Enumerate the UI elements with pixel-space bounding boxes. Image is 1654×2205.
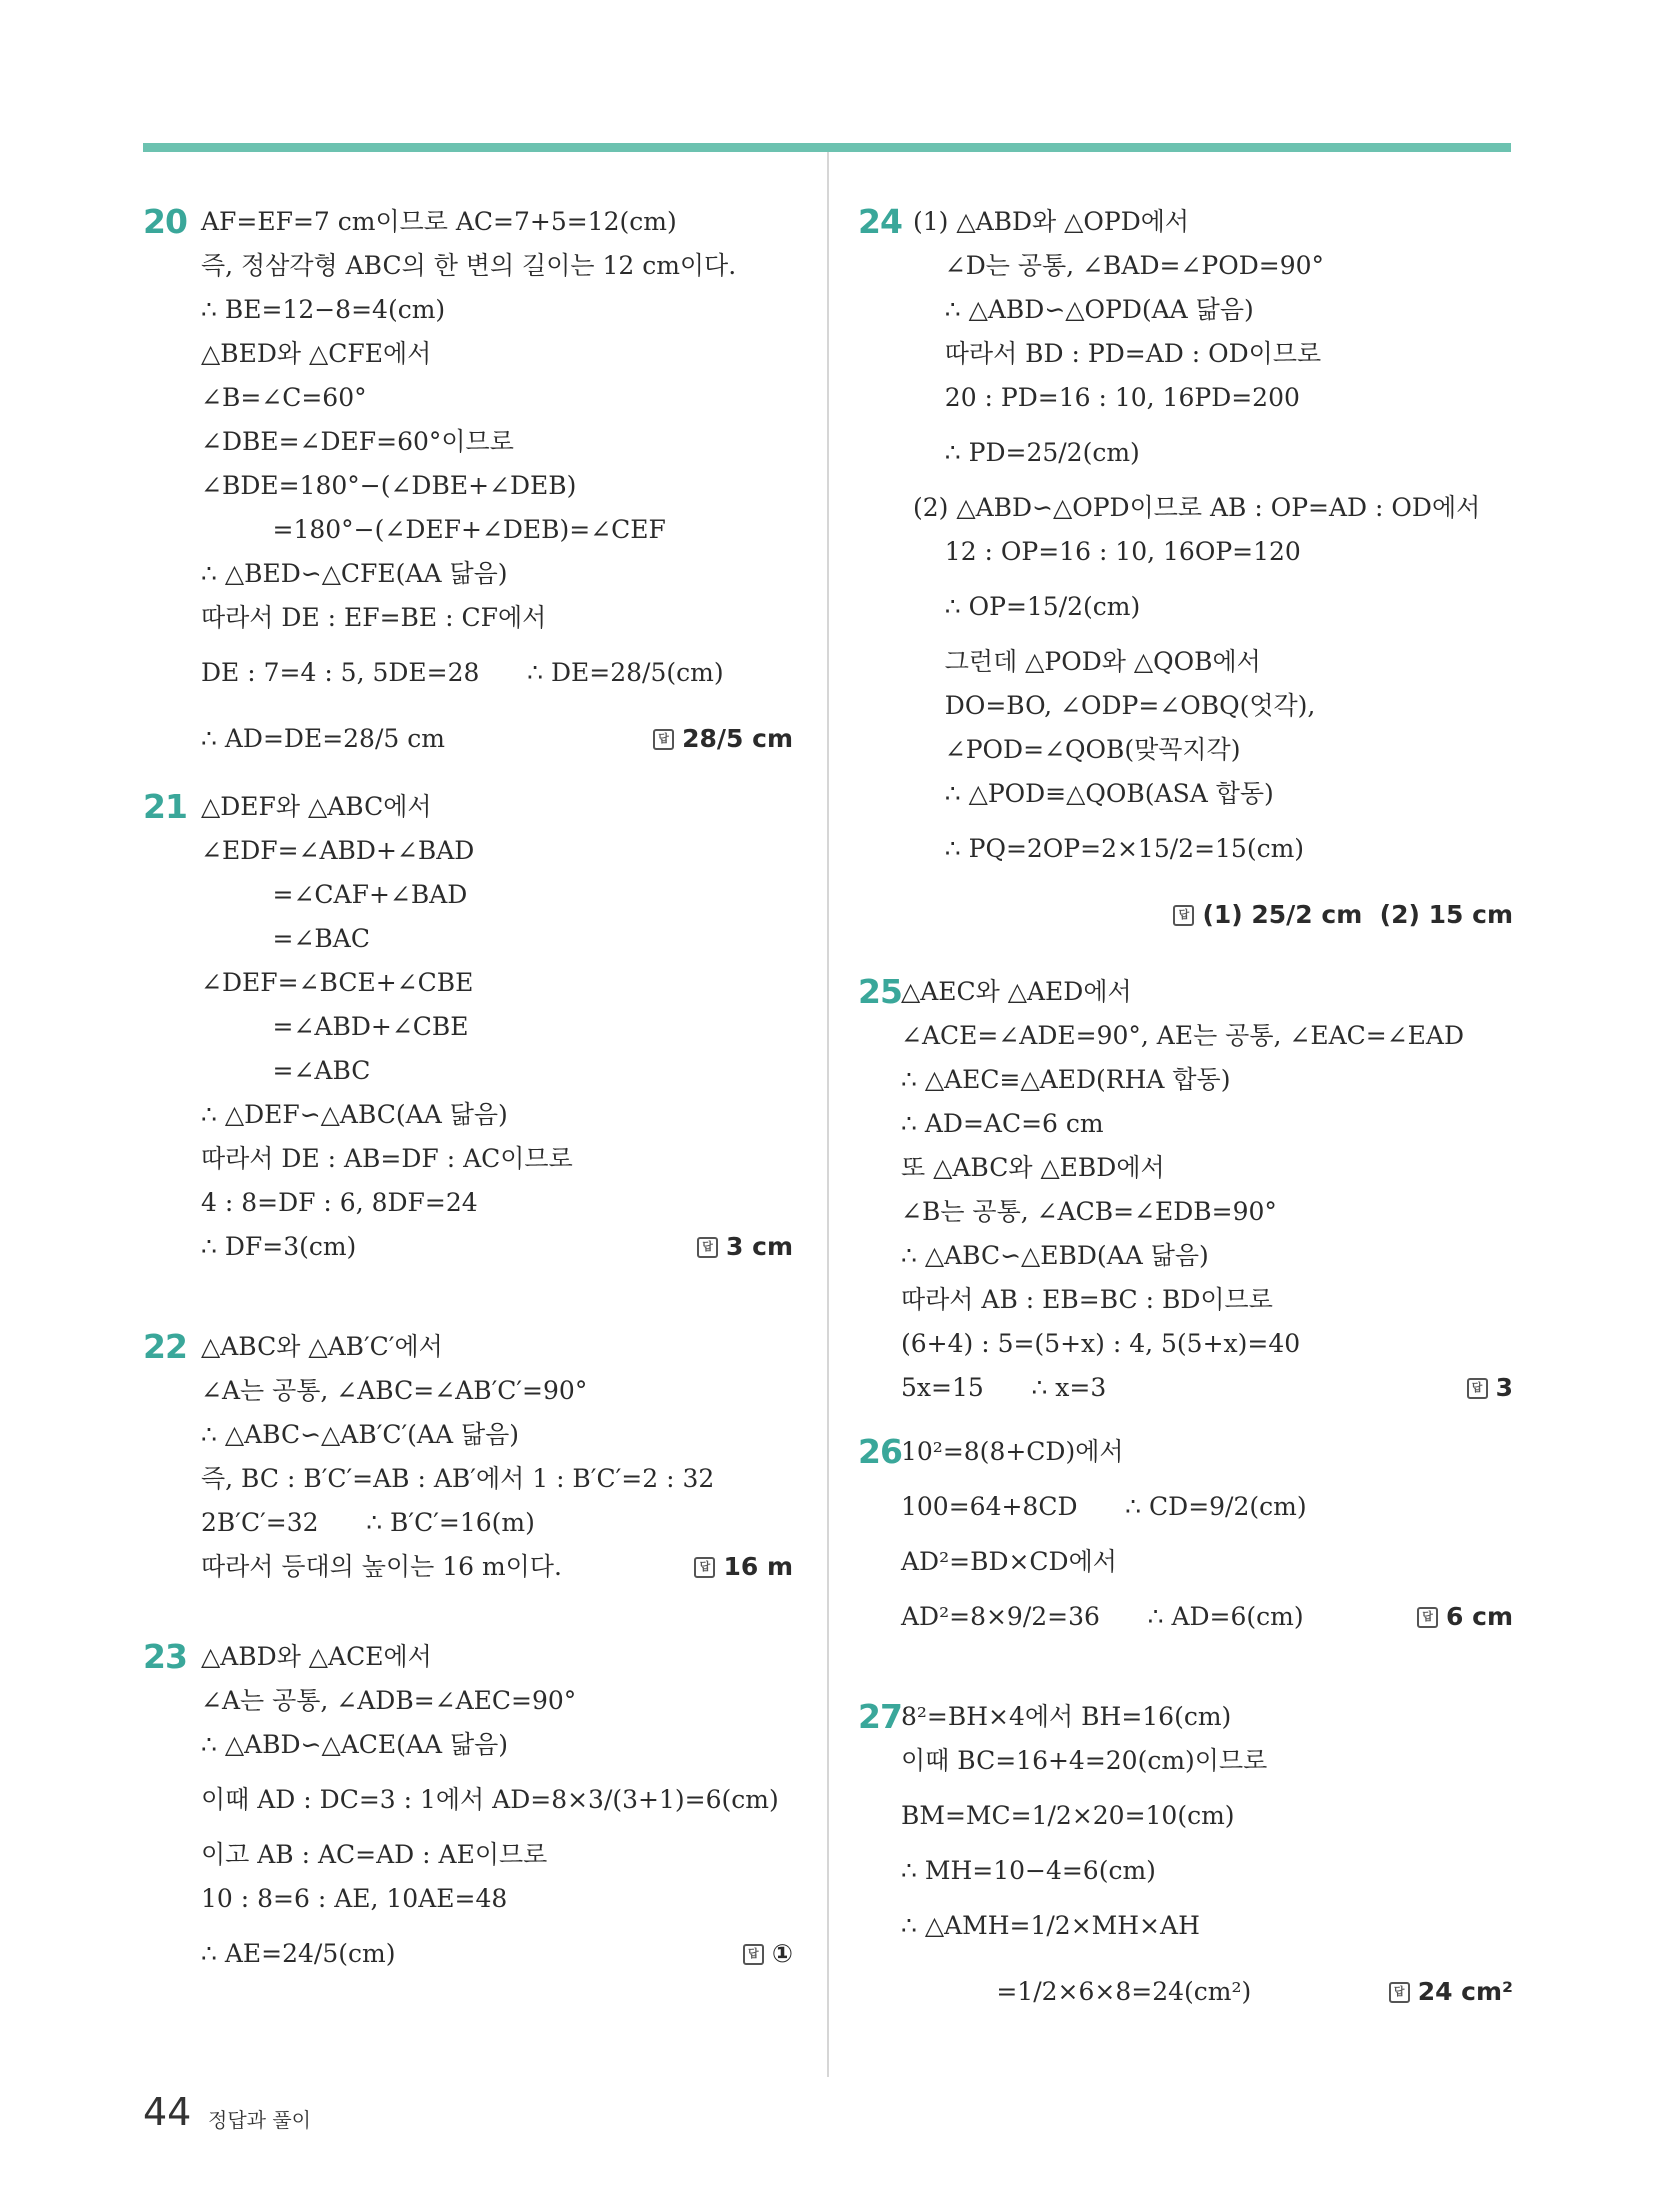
solution-line: △BED와 △CFE에서: [201, 339, 432, 368]
problem-number: 27: [858, 1697, 902, 1736]
answer: [694, 1545, 793, 1589]
solution-line: 4 : 8=DF : 6, 8DF=24: [201, 1188, 478, 1217]
problem-number: 26: [858, 1432, 902, 1471]
answer-text: (1) 25/2 cm (2) 15 cm: [1202, 900, 1513, 929]
answer-text: 16 m: [723, 1552, 793, 1581]
answer-mark-icon: 답: [1467, 1378, 1488, 1399]
solution-line: ∠A는 공통, ∠ADB=∠AEC=90°: [201, 1686, 577, 1715]
solution-line: ∴ BE=12−8=4(cm): [201, 295, 446, 324]
solution-line: 따라서 DE : AB=DF : AC이므로: [201, 1144, 573, 1173]
solution-line: 따라서 등대의 높이는 16 m이다.: [201, 1552, 562, 1581]
solution-line: ∴ AD=DE=28/5 cm: [201, 724, 445, 753]
answer: [1389, 1959, 1513, 2025]
solution-line: ∠A는 공통, ∠ABC=∠AB′C′=90°: [201, 1376, 588, 1405]
left-column: [143, 200, 793, 1995]
answer-text: ①: [771, 1939, 793, 1968]
solution-line: ∠EDF=∠ABD+∠BAD: [201, 836, 475, 865]
solution-line: ∴ △ABC∽△EBD(AA 닮음): [901, 1241, 1209, 1270]
solution-line: ∴ △BED∽△CFE(AA 닮음): [201, 559, 508, 588]
solution-line: ∠DEF=∠BCE+∠CBE: [201, 968, 474, 997]
answer-mark-icon: 답: [743, 1944, 764, 1965]
solution-line: 10²=8(8+CD)에서: [901, 1437, 1124, 1466]
solution-line: ∴ △AEC≡△AED(RHA 합동): [901, 1065, 1231, 1094]
problem-24: [858, 200, 1513, 945]
answer: [653, 706, 793, 772]
solution-line: =1/2×6×8=24(cm²): [901, 1977, 1252, 2006]
solution-line: =180°−(∠DEF+∠DEB)=∠CEF: [201, 515, 666, 544]
solution-line: ∴ △ABD∽△ACE(AA 닮음): [201, 1730, 509, 1759]
solution-line: AD²=8×9/2=36 ∴ AD=6(cm): [901, 1602, 1304, 1631]
solution-line: ∴ PD=25/2(cm): [913, 438, 1140, 467]
problem-number: 20: [143, 202, 187, 241]
answer-text: 28/5 cm: [682, 724, 793, 753]
solution-line: (1) △ABD와 △OPD에서: [913, 207, 1190, 236]
answer-mark-icon: 답: [653, 729, 674, 750]
solution-line: 즉, BC : B′C′=AB : AB′에서 1 : B′C′=2 : 32: [201, 1464, 715, 1493]
right-column: [858, 200, 1513, 2055]
answer: [1467, 1366, 1513, 1410]
problem-number: 21: [143, 787, 187, 826]
answer-mark-icon: 답: [1417, 1607, 1438, 1628]
solution-line-final: [901, 1959, 1513, 2025]
problem-20: [143, 200, 793, 755]
solution-line: =∠BAC: [201, 924, 370, 953]
answer-text: 3: [1495, 1373, 1513, 1402]
solution-line: △DEF와 △ABC에서: [201, 792, 432, 821]
solution-line: AF=EF=7 cm이므로 AC=7+5=12(cm): [201, 207, 677, 236]
solution-line: BM=MC=1/2×20=10(cm): [901, 1801, 1235, 1830]
solution-line: ∴ AD=AC=6 cm: [901, 1109, 1104, 1138]
solution-line: 2B′C′=32 ∴ B′C′=16(m): [201, 1508, 535, 1537]
solution-line: 따라서 AB : EB=BC : BD이므로: [901, 1285, 1273, 1314]
solution-line: ∠ACE=∠ADE=90°, AE는 공통, ∠EAC=∠EAD: [901, 1021, 1464, 1050]
solution-line: 이때 BC=16+4=20(cm)이므로: [901, 1746, 1268, 1775]
solution-line: ∠B=∠C=60°: [201, 383, 367, 412]
problem-23: [143, 1635, 793, 1995]
solution-line: ∠BDE=180°−(∠DBE+∠DEB): [201, 471, 577, 500]
solution-line-final: [901, 1366, 1513, 1410]
solution-line: 따라서 BD : PD=AD : OD이므로: [913, 339, 1322, 368]
solution-line: DO=BO, ∠ODP=∠OBQ(엇각),: [913, 691, 1316, 720]
solution-line: △ABC와 △AB′C′에서: [201, 1332, 443, 1361]
solution-line: ∠B는 공통, ∠ACB=∠EDB=90°: [901, 1197, 1277, 1226]
solution-line-final: [201, 1921, 793, 1987]
page-footer-label: 정답과 풀이: [208, 2108, 311, 2132]
answer-mark-icon: 답: [694, 1557, 715, 1578]
solution-line: 따라서 DE : EF=BE : CF에서: [201, 603, 547, 632]
problem-number: 23: [143, 1637, 187, 1676]
problem-21: [143, 785, 793, 1305]
solution-line: 즉, 정삼각형 ABC의 한 변의 길이는 12 cm이다.: [201, 251, 737, 280]
solution-line-final: [201, 1545, 793, 1589]
answer-text: 3 cm: [726, 1232, 793, 1261]
solution-line: 8²=BH×4에서 BH=16(cm): [901, 1702, 1232, 1731]
solution-line: 100=64+8CD ∴ CD=9/2(cm): [901, 1492, 1307, 1521]
solution-line-final: [201, 706, 793, 772]
solution-line: 10 : 8=6 : AE, 10AE=48: [201, 1884, 508, 1913]
problem-number: 24: [858, 202, 902, 241]
solution-line: △ABD와 △ACE에서: [201, 1642, 432, 1671]
solution-line: 12 : OP=16 : 10, 16OP=120: [913, 537, 1301, 566]
problem-22: [143, 1325, 793, 1615]
solution-line: ∠D는 공통, ∠BAD=∠POD=90°: [913, 251, 1325, 280]
solution-line: ∴ △ABD∽△OPD(AA 닮음): [913, 295, 1254, 324]
solution-line: ∴ AE=24/5(cm): [201, 1939, 396, 1968]
answer-text: 24 cm²: [1417, 1977, 1513, 2006]
solution-line: =∠ABD+∠CBE: [201, 1012, 469, 1041]
answer-text: 6 cm: [1446, 1602, 1513, 1631]
solution-line: DE : 7=4 : 5, 5DE=28 ∴ DE=28/5(cm): [201, 658, 724, 687]
solution-line: ∴ DF=3(cm): [201, 1232, 357, 1261]
top-accent-bar: [143, 143, 1511, 152]
problem-25: [858, 970, 1513, 1420]
solution-line: ∴ MH=10−4=6(cm): [901, 1856, 1156, 1885]
solution-line: ∴ PQ=2OP=2×15/2=15(cm): [913, 834, 1305, 863]
solution-line: ∠DBE=∠DEF=60°이므로: [201, 427, 514, 456]
problem-number: 25: [858, 972, 902, 1011]
solution-line: AD²=BD×CD에서: [901, 1547, 1117, 1576]
solution-line: (6+4) : 5=(5+x) : 4, 5(5+x)=40: [901, 1329, 1301, 1358]
answer: [743, 1921, 793, 1987]
solution-line: =∠CAF+∠BAD: [201, 880, 468, 909]
answer: [697, 1225, 793, 1269]
answer-mark-icon: 답: [697, 1237, 718, 1258]
answer-mark-icon: 답: [1389, 1982, 1410, 2003]
solution-line: ∴ OP=15/2(cm): [913, 592, 1141, 621]
solution-line: 또 △ABC와 △EBD에서: [901, 1153, 1165, 1182]
solution-line: 그런데 △POD와 △QOB에서: [913, 647, 1261, 676]
solution-line: 5x=15 ∴ x=3: [901, 1373, 1107, 1402]
problem-27: [858, 1695, 1513, 2055]
solution-line: 이때 AD : DC=3 : 1에서 AD=8×3/(3+1)=6(cm): [201, 1785, 779, 1814]
answer-mark-icon: 답: [1173, 905, 1194, 926]
solution-line: =∠ABC: [201, 1056, 371, 1085]
solution-line: ∴ △AMH=1/2×MH×AH: [901, 1911, 1200, 1940]
problem-number: 22: [143, 1327, 187, 1366]
answer-row: [913, 882, 1513, 948]
solution-line: ∠POD=∠QOB(맞꼭지각): [913, 735, 1241, 764]
answer: [1173, 882, 1513, 948]
solution-line: (2) △ABD∽△OPD이므로 AB : OP=AD : OD에서: [913, 493, 1481, 522]
solution-line: ∴ △DEF∽△ABC(AA 닮음): [201, 1100, 508, 1129]
solution-line-final: [201, 1225, 793, 1269]
page-number: 44: [143, 2090, 192, 2134]
column-divider: [827, 152, 829, 2077]
problem-26: [858, 1430, 1513, 1675]
solution-line: 이고 AB : AC=AD : AE이므로: [201, 1840, 548, 1869]
solution-line-final: [901, 1584, 1513, 1650]
answer: [1417, 1584, 1513, 1650]
solution-line: ∴ △POD≡△QOB(ASA 합동): [913, 779, 1274, 808]
solution-line: ∴ △ABC∽△AB′C′(AA 닮음): [201, 1420, 520, 1449]
solution-line: △AEC와 △AED에서: [901, 977, 1132, 1006]
solution-line: 20 : PD=16 : 10, 16PD=200: [913, 383, 1300, 412]
